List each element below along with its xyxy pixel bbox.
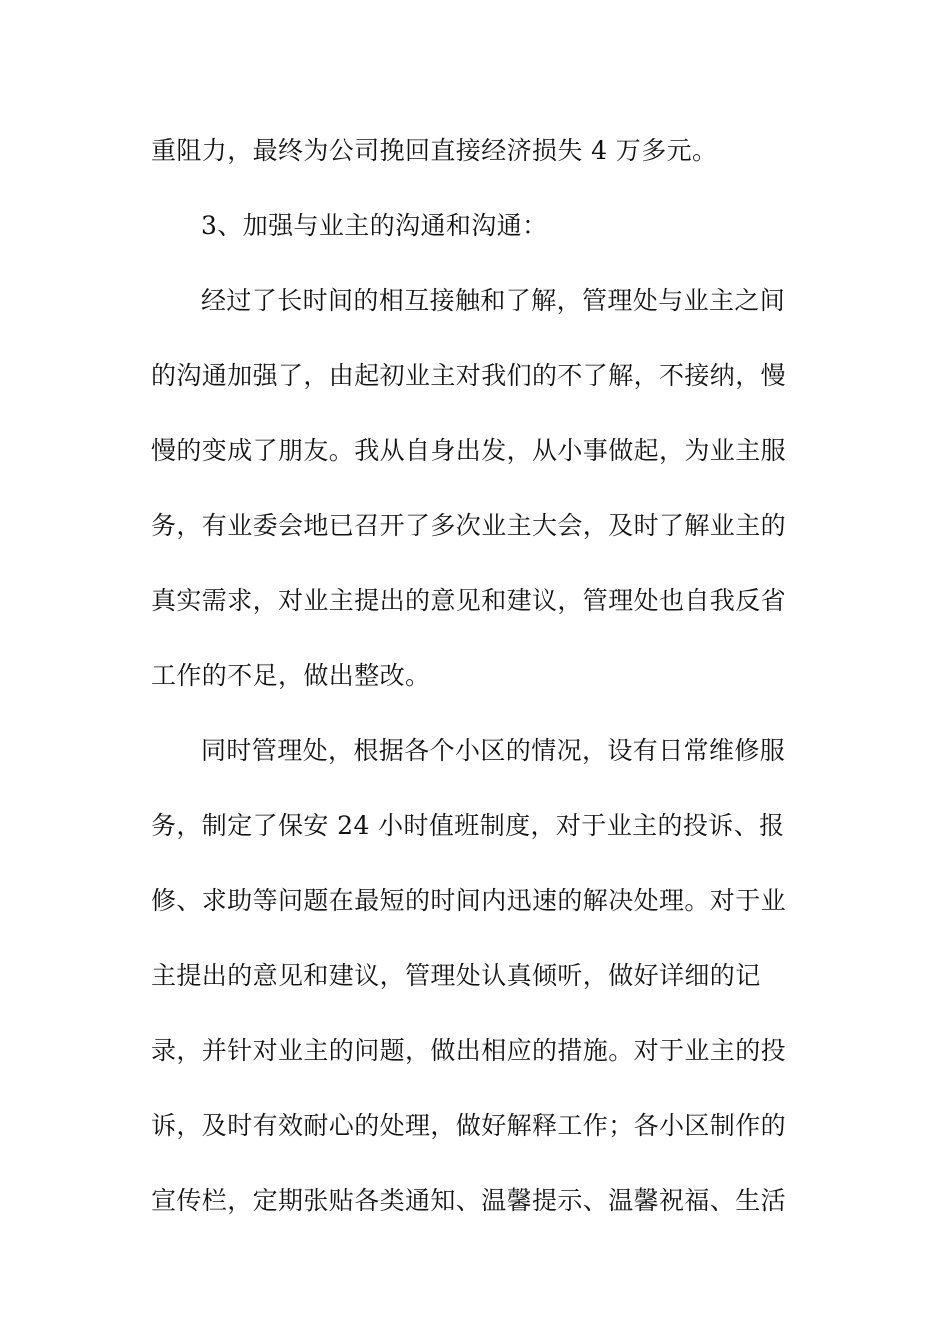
text-line: 真实需求，对业主提出的意见和建议，管理处也自我反省 — [151, 586, 787, 615]
text-line: 重阻力，最终为公司挽回直接经济损失 4 万多元。 — [151, 136, 718, 165]
text-line: 工作的不足，做出整改。 — [151, 661, 431, 690]
text-line: 同时管理处，根据各个小区的情况，设有日常维修服 — [201, 736, 786, 765]
text-line: 慢的变成了朋友。我从自身出发，从小事做起，为业主服 — [151, 436, 787, 465]
text-line: 诉，及时有效耐心的处理，做好解释工作；各小区制作的 — [151, 1111, 787, 1140]
text-line: 主提出的意见和建议，管理处认真倾听，做好详细的记 — [151, 961, 761, 990]
section-heading: 3、加强与业主的沟通和沟通： — [201, 211, 548, 240]
text-line: 经过了长时间的相互接触和了解，管理处与业主之间 — [201, 286, 786, 315]
text-line: 的沟通加强了，由起初业主对我们的不了解，不接纳，慢 — [151, 361, 787, 390]
text-line: 录，并针对业主的问题，做出相应的措施。对于业主的投 — [151, 1036, 787, 1065]
text-line: 修、求助等问题在最短的时间内迅速的解决处理。对于业 — [151, 886, 787, 915]
text-line: 务，有业委会地已召开了多次业主大会，及时了解业主的 — [151, 511, 787, 540]
text-line: 宣传栏，定期张贴各类通知、温馨提示、温馨祝福、生活 — [151, 1186, 787, 1215]
text-line: 务，制定了保安 24 小时值班制度，对于业主的投诉、报 — [151, 811, 785, 840]
